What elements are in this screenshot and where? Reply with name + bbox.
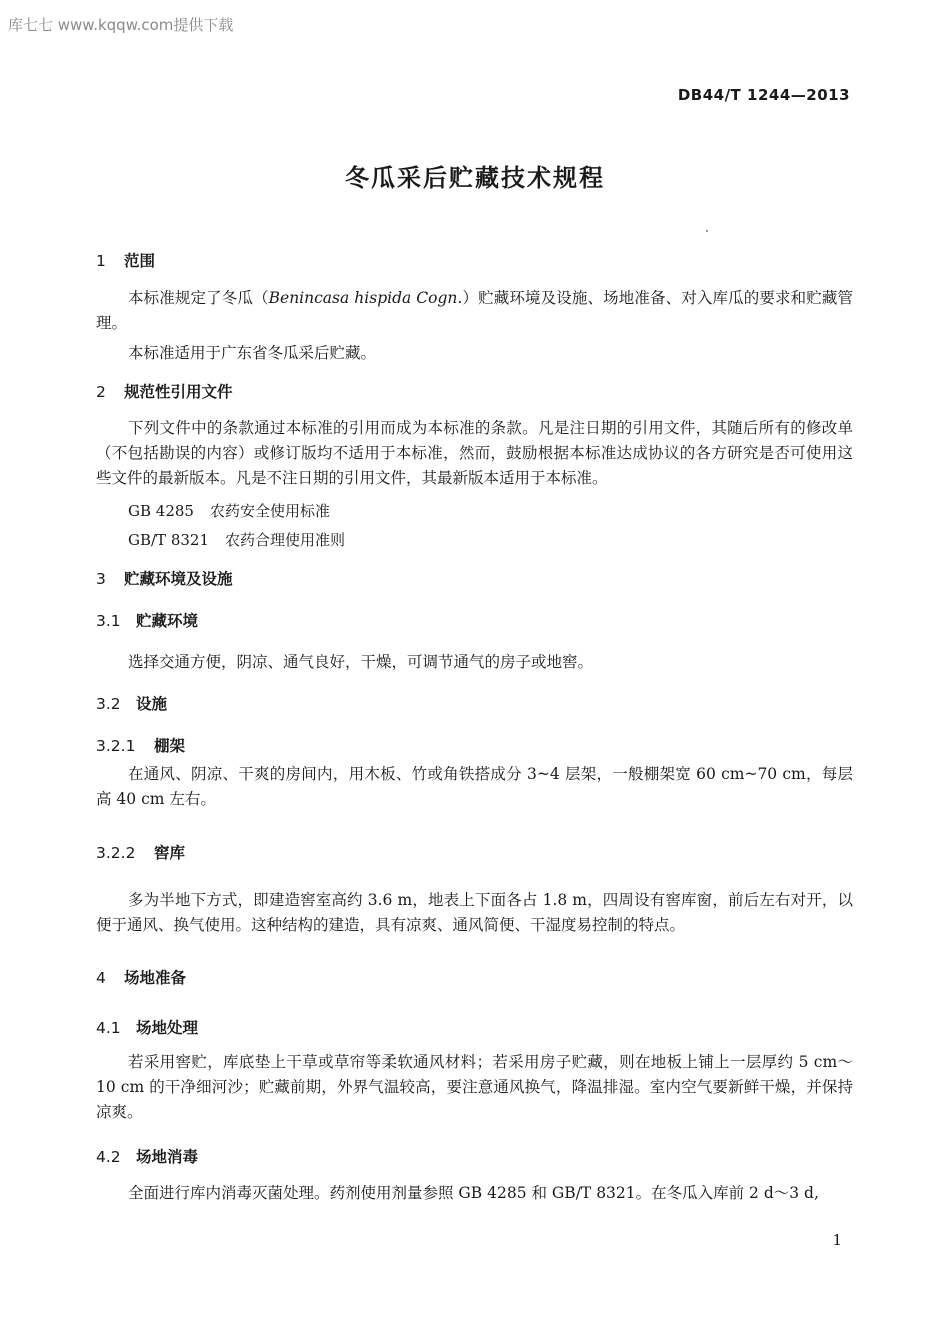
section-title: 场地处理 <box>136 1019 199 1037</box>
section-number: 3.2 <box>96 695 121 713</box>
page-number: 1 <box>832 1231 842 1249</box>
reference-name: 农药安全使用标准 <box>209 502 330 520</box>
section-title: 规范性引用文件 <box>124 383 233 401</box>
section-4-1-heading <box>96 1016 198 1038</box>
section-4-heading <box>96 966 186 988</box>
reference-code: GB 4285 <box>128 502 194 520</box>
section-2-heading <box>96 380 233 402</box>
section-3-1-paragraph: 选择交通方便，阴凉、通气良好，干燥，可调节通气的房子或地窖。 <box>128 653 594 671</box>
section-number: 3 <box>96 570 106 588</box>
section-number: 4 <box>96 969 106 987</box>
latin-name: Benincasa hispida Cogn. <box>268 289 463 307</box>
section-title: 范围 <box>124 252 156 270</box>
page-title: 冬瓜采后贮藏技术规程 <box>345 164 605 192</box>
section-number: 2 <box>96 383 106 401</box>
document-number: DB44/T 1244—2013 <box>677 86 850 104</box>
section-3-heading <box>96 567 233 589</box>
section-3-2-2-heading <box>96 841 185 863</box>
scan-speck <box>706 230 708 232</box>
section-title: 贮藏环境 <box>136 612 199 630</box>
text-segment: ）贮藏环境及设施、场地准备、对入库瓜的要求和贮藏管理。 <box>96 289 853 332</box>
section-1-heading <box>96 249 155 271</box>
section-title: 场地准备 <box>124 969 187 987</box>
section-3-2-2-paragraph: 多为半地下方式，即建造窖室高约 3.6 m，地表上下面各占 1.8 m，四周设有窖库窗，前后左右对开，以便于通风、换气使用。这种结构的建造，具有凉爽、通风简便、干湿度易控制的特点。 <box>96 891 853 934</box>
reference-item <box>128 500 330 521</box>
reference-name: 农药合理使用准则 <box>225 531 346 549</box>
section-3-2-heading <box>96 692 167 714</box>
section-title: 棚架 <box>154 737 186 755</box>
section-4-1-paragraph: 若采用窖贮，库底垫上干草或草帘等柔软通风材料；若采用房子贮藏，则在地板上铺上一层厚约 5 cm～10 cm 的干净细河沙；贮藏前期，外界气温较高，要注意通风换气，降温排湿。室内空气要新鲜干燥，并保持凉爽。 <box>96 1053 853 1121</box>
section-1-paragraph-2: 本标准适用于广东省冬瓜采后贮藏。 <box>128 344 377 362</box>
watermark-text: 库七七 www.kqqw.com提供下载 <box>8 16 234 34</box>
section-4-2-paragraph: 全面进行库内消毒灭菌处理。药剂使用剂量参照 GB 4285 和 GB/T 8321。在冬瓜入库前 2 d～3 d, <box>128 1184 819 1202</box>
section-3-1-heading <box>96 609 198 631</box>
reference-item <box>128 529 345 550</box>
section-number: 1 <box>96 252 106 270</box>
section-number: 3.2.1 <box>96 737 136 755</box>
section-title: 设施 <box>136 695 168 713</box>
section-title: 窖库 <box>154 844 186 862</box>
section-number: 3.1 <box>96 612 121 630</box>
section-1-paragraph-1 <box>96 286 853 336</box>
text-segment: 本标准规定了冬瓜（ <box>128 289 269 307</box>
section-3-2-1-paragraph: 在通风、阴凉、干爽的房间内，用木板、竹或角铁搭成分 3~4 层架，一般棚架宽 60 cm~70 cm，每层高 40 cm 左右。 <box>96 765 853 808</box>
section-number: 4.2 <box>96 1148 121 1166</box>
section-number: 3.2.2 <box>96 844 136 862</box>
reference-code: GB/T 8321 <box>128 531 210 549</box>
section-4-2-heading <box>96 1145 198 1167</box>
section-number: 4.1 <box>96 1019 121 1037</box>
section-2-paragraph: 下列文件中的条款通过本标准的引用而成为本标准的条款。凡是注日期的引用文件，其随后所有的修改单（不包括勘误的内容）或修订版均不适用于本标准，然而，鼓励根据本标准达成协议的各方研究是否可使用这些文件的最新版本。凡是不注日期的引用文件，其最新版本适用于本标准。 <box>96 419 853 487</box>
section-3-2-1-heading <box>96 734 185 756</box>
section-title: 场地消毒 <box>136 1148 199 1166</box>
section-title: 贮藏环境及设施 <box>124 570 233 588</box>
